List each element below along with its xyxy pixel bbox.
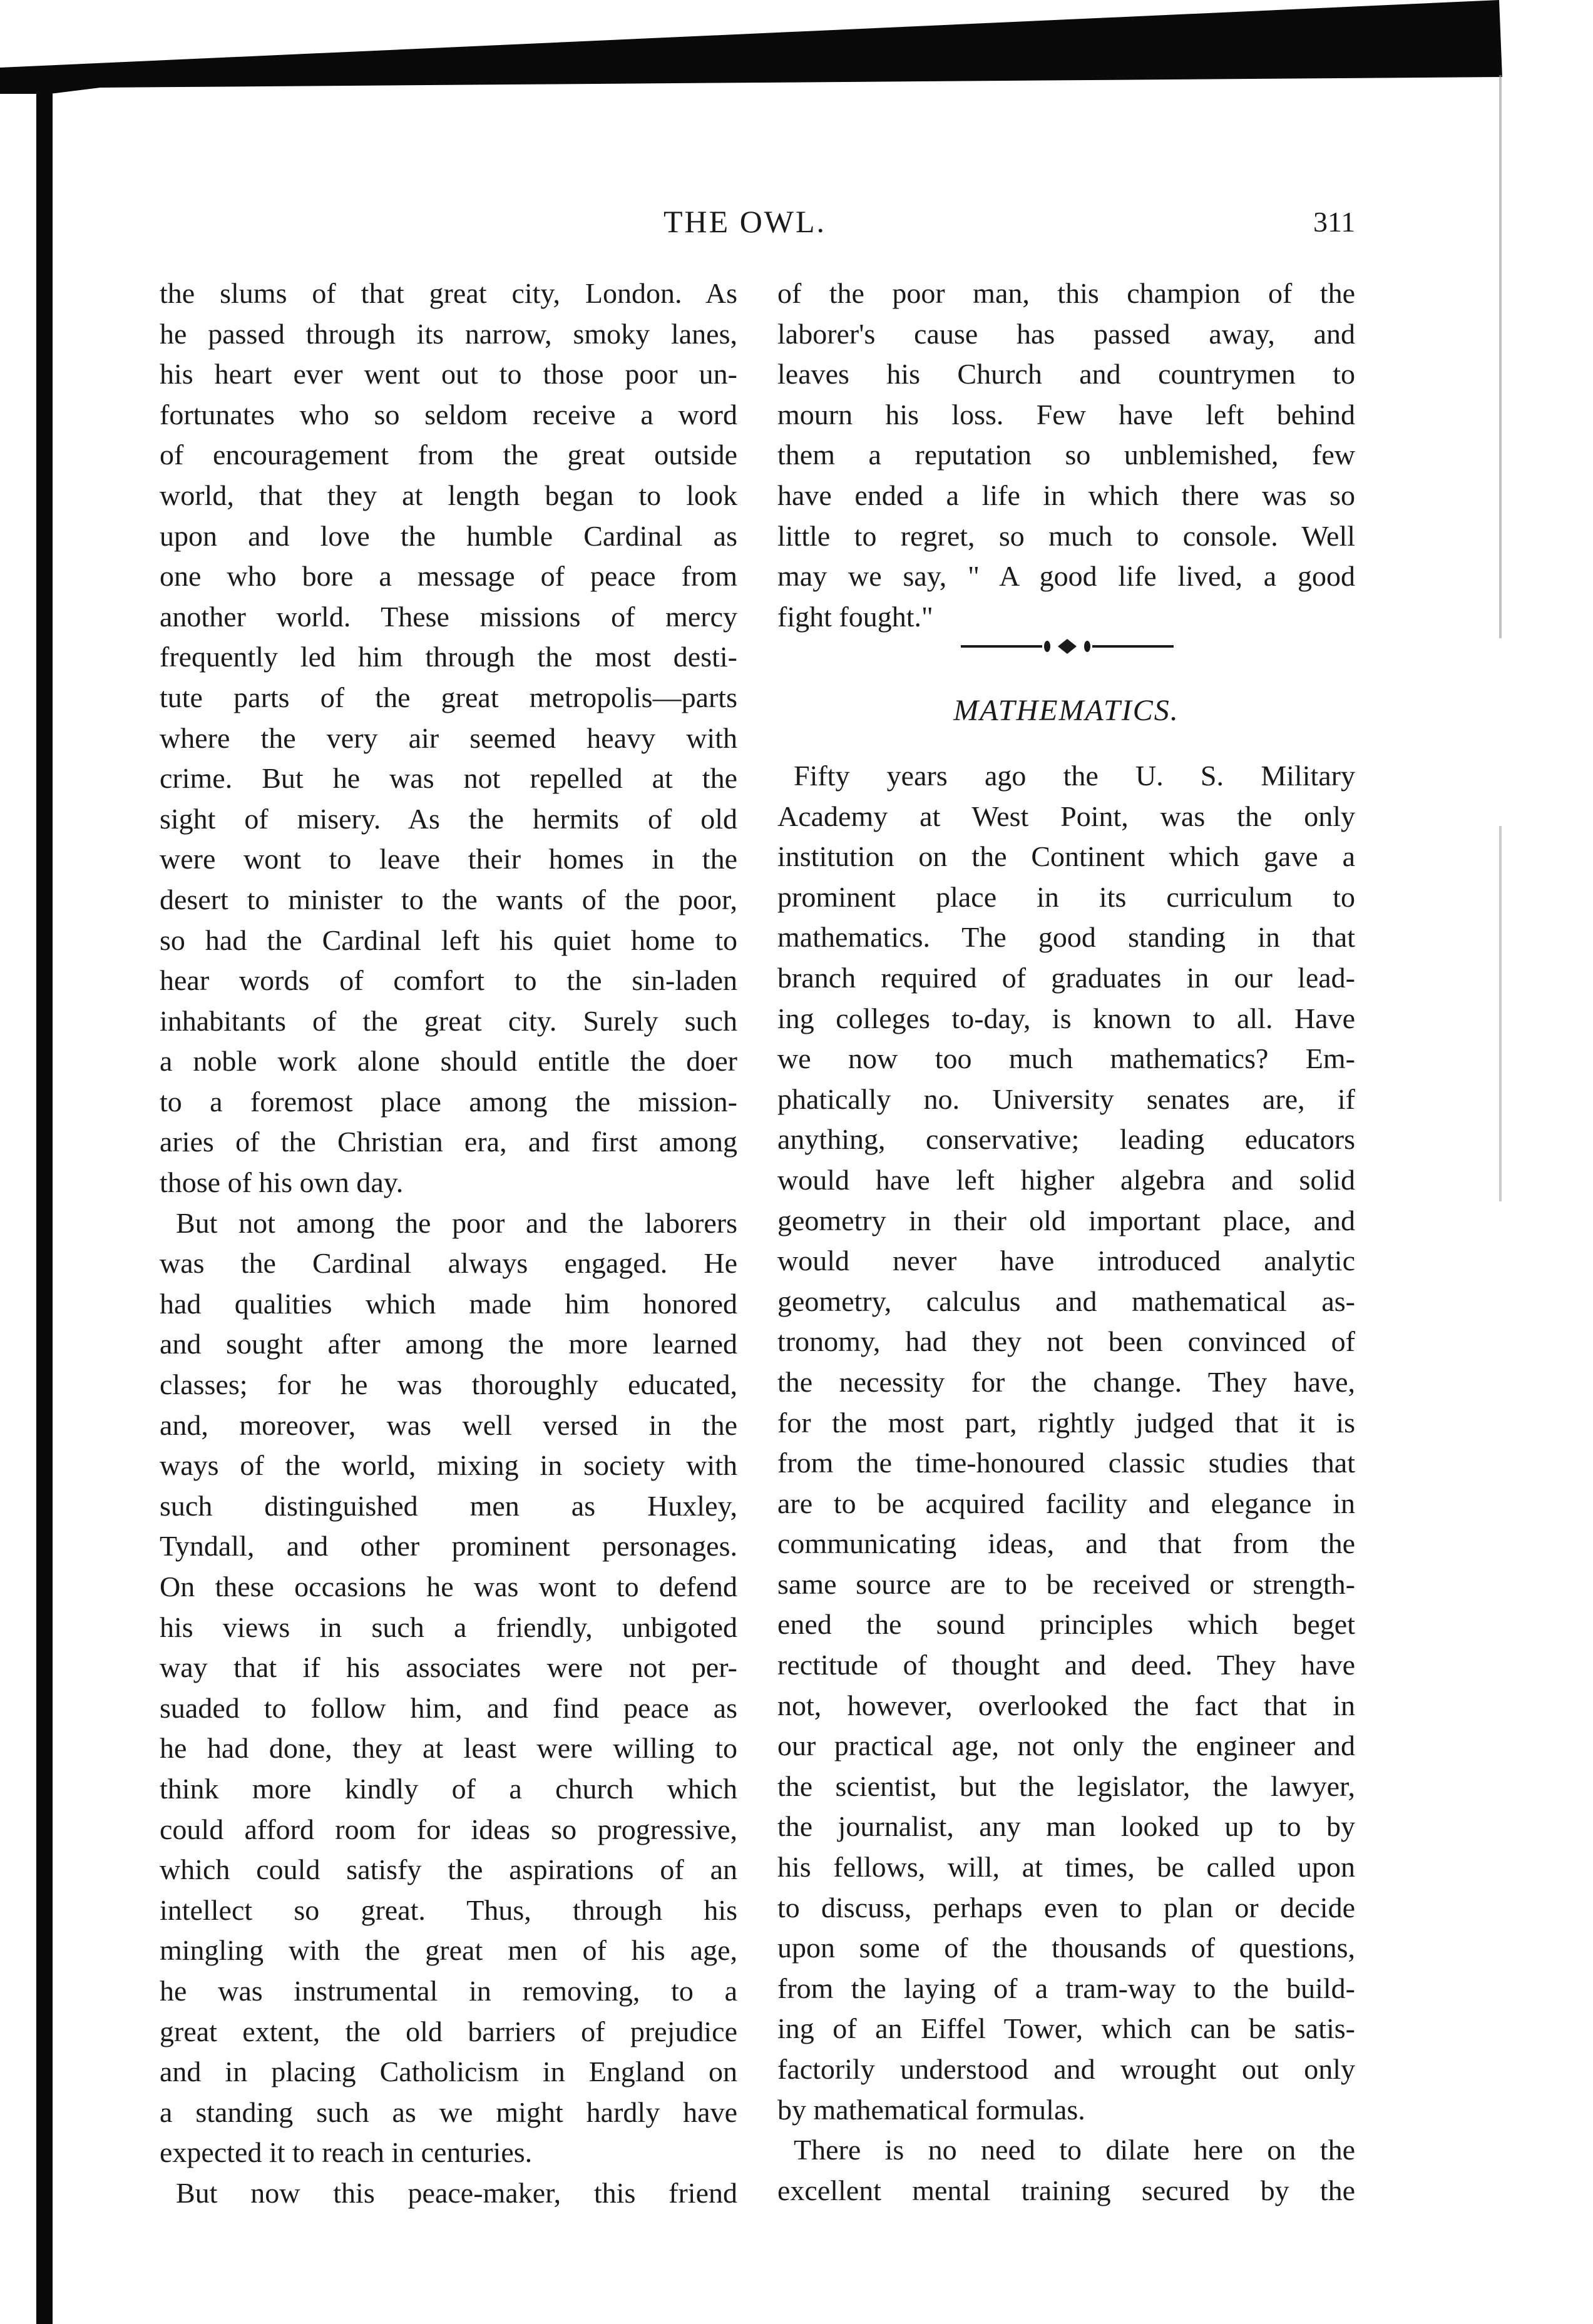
text-line: same source are to be received or strength- bbox=[777, 1567, 1355, 1600]
text-line: the necessity for the change. They have, bbox=[777, 1365, 1355, 1398]
text-line: way that if his associates were not per- bbox=[160, 1651, 737, 1684]
paragraph bbox=[160, 2173, 737, 2214]
text-line: of encouragement from the great outside bbox=[160, 439, 737, 471]
text-line: were wont to leave their homes in the bbox=[160, 843, 737, 875]
text-line: have ended a life in which there was so bbox=[777, 479, 1355, 511]
text-line: hear words of comfort to the sin-laden bbox=[160, 964, 737, 997]
scan-border-top bbox=[0, 0, 1593, 125]
text-line: tute parts of the great metropolis—parts bbox=[160, 681, 737, 713]
text-line: could afford room for ideas so progressive, bbox=[160, 1813, 737, 1845]
text-line: prominent place in its curriculum to bbox=[777, 880, 1355, 913]
text-line: a noble work alone should entitle the doer bbox=[160, 1045, 737, 1078]
text-line: to discuss, perhaps even to plan or decide bbox=[777, 1891, 1355, 1924]
text-line: ing colleges to-day, is known to all. Have bbox=[777, 1002, 1355, 1034]
page-number: 311 bbox=[1313, 206, 1356, 238]
text-line: branch required of graduates in our lead- bbox=[777, 961, 1355, 994]
text-line: aries of the Christian era, and first among bbox=[160, 1126, 737, 1158]
text-line: tronomy, had they not been convinced of bbox=[777, 1325, 1355, 1358]
text-line: he had done, they at least were willing to bbox=[160, 1732, 737, 1765]
paragraph bbox=[160, 1203, 737, 2173]
text-line: phatically no. University senates are, if bbox=[777, 1083, 1355, 1115]
text-line: desert to minister to the wants of the poor, bbox=[160, 883, 737, 915]
text-line: for the most part, rightly judged that it is bbox=[777, 1406, 1355, 1439]
text-line: had qualities which made him honored bbox=[160, 1287, 737, 1320]
text-line: such distinguished men as Huxley, bbox=[160, 1489, 737, 1522]
text-line: where the very air seemed heavy with bbox=[160, 721, 737, 754]
text-line: he was instrumental in removing, to a bbox=[160, 1974, 737, 2007]
text-line: and, moreover, was well versed in the bbox=[160, 1409, 737, 1441]
text-line: anything, conservative; leading educators bbox=[777, 1123, 1355, 1156]
text-line: communicating ideas, and that from the bbox=[777, 1527, 1355, 1560]
text-line: little to regret, so much to console. Well bbox=[777, 519, 1355, 552]
text-line: them a reputation so unblemished, few bbox=[777, 439, 1355, 471]
text-line: Tyndall, and other prominent personages. bbox=[160, 1530, 737, 1562]
text-line: ing of an Eiffel Tower, which can be satis- bbox=[777, 2012, 1355, 2045]
text-line: But not among the poor and the laborers bbox=[176, 1206, 737, 1239]
text-line: geometry, calculus and mathematical as- bbox=[777, 1285, 1355, 1317]
text-line: On these occasions he was wont to defend bbox=[160, 1571, 737, 1603]
text-line: his heart ever went out to those poor un- bbox=[160, 358, 737, 390]
text-line: his views in such a friendly, unbigoted bbox=[160, 1611, 737, 1643]
text-line: which could satisfy the aspirations of an bbox=[160, 1853, 737, 1886]
text-line: There is no need to dilate here on the bbox=[794, 2134, 1355, 2166]
section-divider-ornament bbox=[961, 637, 1174, 656]
paragraph bbox=[777, 273, 1355, 637]
text-line: But now this peace-maker, this friend bbox=[176, 2176, 737, 2209]
text-line: the slums of that great city, London. As bbox=[160, 277, 737, 309]
text-line: may we say, " A good life lived, a good bbox=[777, 560, 1355, 593]
text-line: the journalist, any man looked up to by bbox=[777, 1810, 1355, 1843]
text-line: and in placing Catholicism in England on bbox=[160, 2056, 737, 2088]
text-line: intellect so great. Thus, through his bbox=[160, 1893, 737, 1926]
paragraph bbox=[160, 273, 737, 1203]
text-line: mathematics. The good standing in that bbox=[777, 921, 1355, 954]
text-line: so had the Cardinal left his quiet home to bbox=[160, 924, 737, 956]
text-line: from the time-honoured classic studies that bbox=[777, 1447, 1355, 1479]
left-column bbox=[160, 273, 737, 2214]
text-line: institution on the Continent which gave a bbox=[777, 840, 1355, 873]
text-line: would have left higher algebra and solid bbox=[777, 1163, 1355, 1196]
text-line: not, however, overlooked the fact that in bbox=[777, 1689, 1355, 1721]
right-column-top bbox=[777, 273, 1355, 637]
scan-border-right bbox=[1499, 75, 1502, 1952]
text-line: from the laying of a tram-way to the build- bbox=[777, 1972, 1355, 2004]
text-line: inhabitants of the great city. Surely such bbox=[160, 1004, 737, 1037]
text-line: geometry in their old important place, and bbox=[777, 1204, 1355, 1236]
text-line: excellent mental training secured by the bbox=[777, 2174, 1355, 2206]
text-line: factorily understood and wrought out only bbox=[777, 2053, 1355, 2085]
text-line: to a foremost place among the mission- bbox=[160, 1085, 737, 1118]
text-line: his fellows, will, at times, be called upon bbox=[777, 1851, 1355, 1883]
text-line: mourn his loss. Few have left behind bbox=[777, 398, 1355, 431]
paragraph bbox=[777, 2130, 1355, 2211]
text-line: think more kindly of a church which bbox=[160, 1772, 737, 1805]
text-line: expected it to reach in centuries. bbox=[160, 2136, 533, 2169]
text-line: world, that they at length began to look bbox=[160, 479, 737, 511]
text-line: was the Cardinal always engaged. He bbox=[160, 1247, 737, 1280]
text-line: classes; for he was thoroughly educated, bbox=[160, 1368, 737, 1401]
text-line: frequently led him through the most desti- bbox=[160, 641, 737, 673]
text-line: Academy at West Point, was the only bbox=[777, 800, 1355, 832]
text-line: would never have introduced analytic bbox=[777, 1245, 1355, 1277]
text-line: upon and love the humble Cardinal as bbox=[160, 519, 737, 552]
running-header: THE OWL. bbox=[663, 204, 827, 239]
text-line: another world. These missions of mercy bbox=[160, 600, 737, 633]
text-line: fight fought." bbox=[777, 600, 933, 633]
text-line: are to be acquired facility and elegance in bbox=[777, 1487, 1355, 1519]
right-column-bottom bbox=[777, 756, 1355, 2211]
text-line: laborer's cause has passed away, and bbox=[777, 317, 1355, 350]
text-line: our practical age, not only the engineer and bbox=[777, 1730, 1355, 1762]
text-line: and sought after among the more learned bbox=[160, 1328, 737, 1360]
text-line: by mathematical formulas. bbox=[777, 2093, 1085, 2126]
text-line: rectitude of thought and deed. They have bbox=[777, 1649, 1355, 1681]
text-line: those of his own day. bbox=[160, 1166, 404, 1199]
text-line: great extent, the old barriers of prejudice bbox=[160, 2015, 737, 2047]
scan-border-left bbox=[36, 88, 53, 2324]
text-line: leaves his Church and countrymen to bbox=[777, 358, 1355, 390]
text-line: of the poor man, this champion of the bbox=[777, 277, 1355, 309]
text-line: sight of misery. As the hermits of old bbox=[160, 802, 737, 835]
text-line: ened the sound principles which beget bbox=[777, 1608, 1355, 1641]
text-line: suaded to follow him, and find peace as bbox=[160, 1691, 737, 1724]
text-line: fortunates who so seldom receive a word bbox=[160, 398, 737, 431]
text-line: crime. But he was not repelled at the bbox=[160, 762, 737, 795]
text-line: he passed through its narrow, smoky lanes, bbox=[160, 317, 737, 350]
text-line: the scientist, but the legislator, the lawyer, bbox=[777, 1770, 1355, 1802]
text-line: we now too much mathematics? Em- bbox=[777, 1042, 1355, 1075]
paragraph bbox=[777, 756, 1355, 2130]
text-line: a standing such as we might hardly have bbox=[160, 2096, 737, 2128]
text-line: ways of the world, mixing in society with bbox=[160, 1449, 737, 1482]
text-line: mingling with the great men of his age, bbox=[160, 1934, 737, 1967]
text-line: upon some of the thousands of questions, bbox=[777, 1932, 1355, 1964]
article-title: MATHEMATICS. bbox=[953, 694, 1179, 727]
text-line: one who bore a message of peace from bbox=[160, 560, 737, 593]
text-line: Fifty years ago the U. S. Military bbox=[794, 760, 1355, 792]
